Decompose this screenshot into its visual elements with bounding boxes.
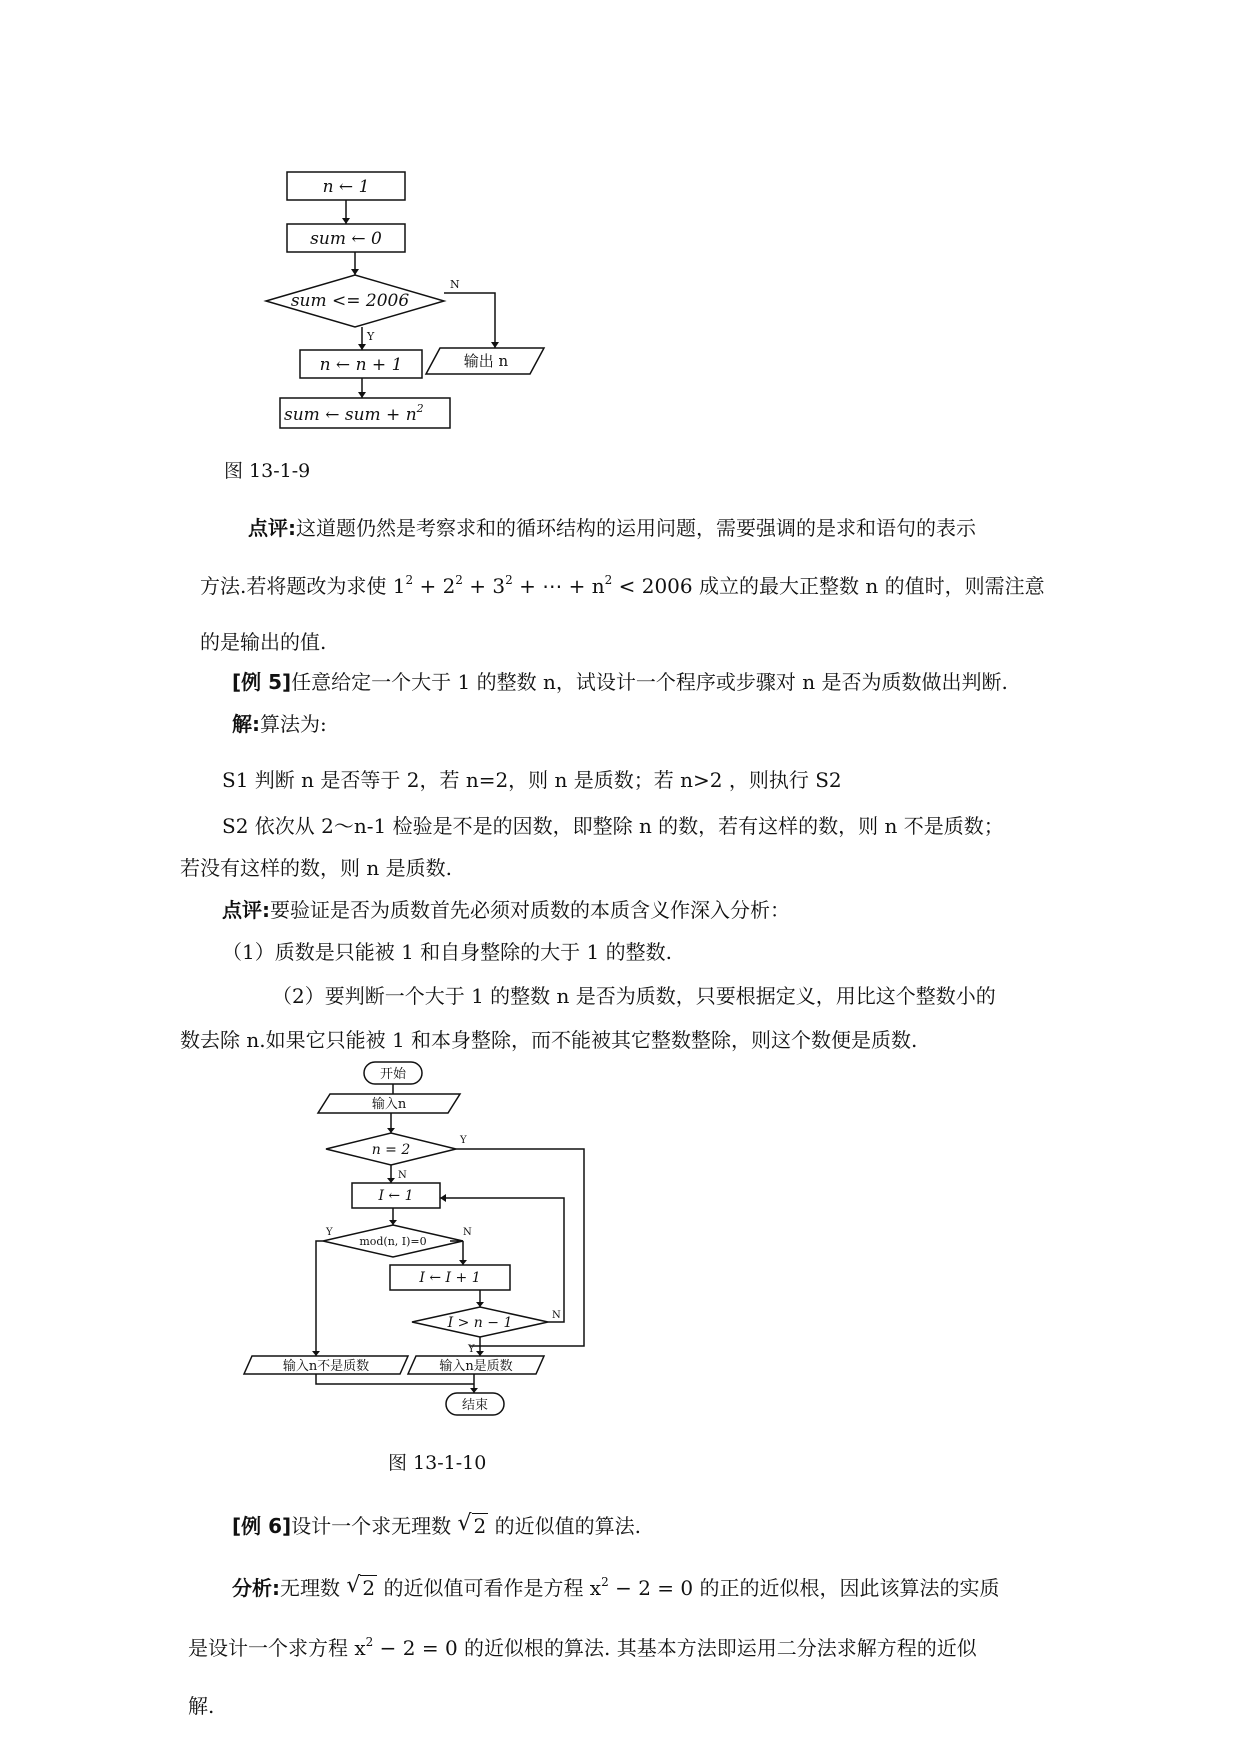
fc2-n1: N bbox=[398, 1170, 407, 1181]
point2-line2: 数去除 n.如果它只能被 1 和本身整除，而不能被其它整数整除，则这个数便是质数. bbox=[180, 1028, 918, 1052]
fc2-dec1-text: n = 2 bbox=[371, 1142, 411, 1158]
fc1-n-label: N bbox=[450, 278, 460, 291]
analysis-line1: 分析:无理数 √ 2 的近似值可看作是方程 $x^2 - 2 = 0$ 的正的近似根，因此该算法的实质 bbox=[232, 1574, 1000, 1602]
comment1-line2: 方法.若将题改为求使 $1^2 + 2^2 + 3^2$ + ⋯ + $n^2 < 2006$ 成立的最大正整数 n 的值时，则需注意 bbox=[200, 573, 1045, 598]
point2-line1: （2）要判断一个大于 1 的整数 n 是否为质数，只要根据定义，用比这个整数小的 bbox=[272, 984, 996, 1008]
fc2-out-no-text: 输入n不是质数 bbox=[282, 1359, 370, 1374]
fc2-box2-text: I ← I + 1 bbox=[419, 1270, 481, 1286]
comment2-line: 点评:要验证是否为质数首先必须对质数的本质含义作深入分析： bbox=[222, 898, 790, 922]
comment1-line3: 的是输出的值. bbox=[200, 630, 327, 654]
fc1-output-text: 输出 n bbox=[463, 352, 509, 370]
fig1-caption: 图 13-1-9 bbox=[224, 460, 311, 480]
sqrt-2: √ 2 bbox=[458, 1512, 489, 1540]
fc1-decision-text: sum <= 2006 bbox=[290, 291, 410, 311]
fc1-box4-text: sum ← sum + $n^2$ bbox=[284, 402, 424, 425]
analysis-line3: 解. bbox=[188, 1694, 215, 1718]
analysis-line2: 是设计一个求方程 $x^2 - 2 = 0$ 的近似根的算法. 其基本方法即运用二分法求解方程的近似 bbox=[188, 1635, 977, 1660]
fc2-y3: Y bbox=[468, 1344, 475, 1355]
point1: （1）质数是只能被 1 和自身整除的大于 1 的整数. bbox=[222, 940, 672, 964]
fc1-box2-text: sum ← 0 bbox=[310, 229, 382, 249]
fc2-input-text: 输入n bbox=[371, 1097, 407, 1112]
step-s1: S1 判断 n 是否等于 2，若 n=2，则 n 是质数；若 n>2 ，则执行 S2 bbox=[222, 768, 842, 792]
comment1-line1: 点评:这道题仍然是考察求和的循环结构的运用问题，需要强调的是求和语句的表示 bbox=[248, 516, 976, 540]
fc2-start-text: 开始 bbox=[379, 1067, 407, 1082]
sqrt-2-analysis: √ 2 bbox=[346, 1574, 377, 1602]
example5-line: [例 5]任意给定一个大于 1 的整数 n，试设计一个程序或步骤对 n 是否为质数做出判断. bbox=[232, 670, 1008, 694]
fc2-y2: Y bbox=[326, 1227, 333, 1238]
solution-line: 解:算法为: bbox=[232, 712, 327, 736]
fc2-dec2-text: mod(n, I)=0 bbox=[359, 1235, 427, 1248]
fig2-caption: 图 13-1-10 bbox=[388, 1452, 487, 1474]
fc2-y1: Y bbox=[460, 1135, 467, 1146]
example6-line: [例 6]设计一个求无理数 √ 2 的近似值的算法. bbox=[232, 1512, 641, 1540]
step-s2-line2: 若没有这样的数，则 n 是质数. bbox=[180, 856, 452, 880]
fc1-y-label: Y bbox=[367, 330, 375, 343]
fc2-box1-text: I ← 1 bbox=[378, 1188, 414, 1204]
fc2-n2: N bbox=[463, 1227, 472, 1238]
fc2-dec3-text: I > n − 1 bbox=[447, 1315, 513, 1331]
fc1-box3-text: n ← n + 1 bbox=[319, 355, 403, 375]
fc2-end-text: 结束 bbox=[461, 1398, 489, 1413]
fc1-box1-text: n ← 1 bbox=[322, 177, 370, 197]
fc2-n3: N bbox=[552, 1310, 561, 1321]
step-s2-line1: S2 依次从 2～n-1 检验是不是的因数，即整除 n 的数，若有这样的数，则 n 不是质数； bbox=[222, 814, 1004, 838]
fc2-out-yes-text: 输入n是质数 bbox=[439, 1359, 513, 1374]
